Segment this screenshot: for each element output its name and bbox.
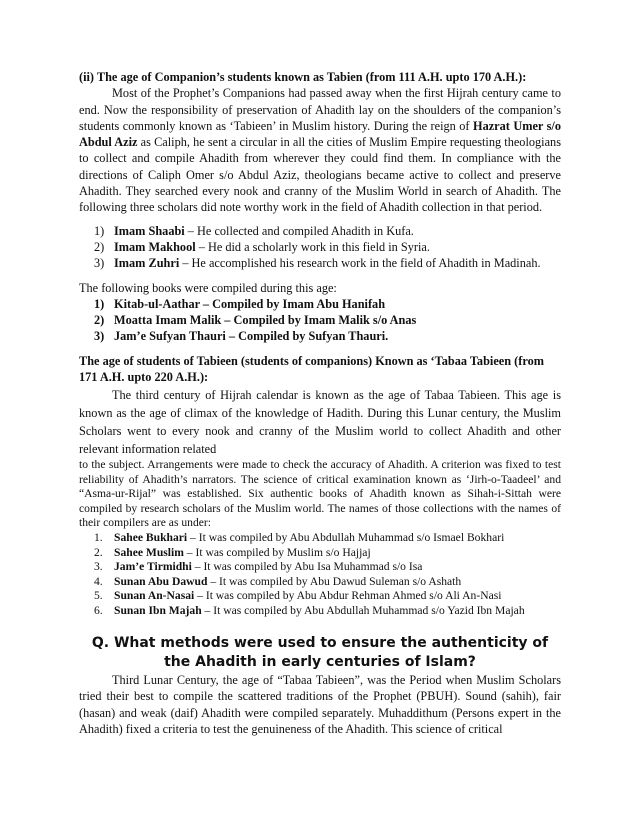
answer-paragraph: Third Lunar Century, the age of “Tabaa Tabieen”, was the Period when Muslim Scholars tried their best to compile the scattered traditions of the Prophet (PBUH). Sound (sahih), fair (hasan) and weak (daif) Ahadith were compiled separately. Muhaddithum (Persons expert in the Ahadith) fixed a criteria to test the genuineness of the Ahadith. This science of critical — [79, 673, 561, 736]
list-item-name: Sahee Muslim — [114, 545, 184, 559]
list-item-text: – It was compiled by Muslim s/o Hajjaj — [183, 545, 371, 559]
list-number: 2. — [94, 545, 103, 559]
list-item-text: Jam’e Sufyan Thauri – Compiled by Sufyan Thauri. — [114, 329, 389, 344]
collection-item — [79, 546, 561, 561]
collections-list — [79, 531, 561, 619]
books-intro: The following books were compiled during this age: — [79, 280, 337, 295]
paragraph-text: Most of the Prophet’s Companions had passed away when the first Hijrah century came to end. Now the responsibility of preservation of Ahadith lay on the shoulders of the companion’s students commonly known as ‘Tabieen’ in Muslim history. During the reign of — [79, 86, 561, 133]
list-number: 2) — [94, 313, 105, 328]
paragraph — [79, 85, 561, 215]
list-number: 1. — [94, 530, 103, 544]
list-number: 3. — [94, 560, 103, 574]
list-item-text: – It was compiled by Abu Isa Muhammad s/o Isa — [191, 560, 423, 574]
collection-item — [79, 560, 561, 575]
list-item-text: – He did a scholarly work in this field in Syria. — [195, 239, 430, 254]
book-item — [79, 328, 561, 344]
paragraph: The third century of Hijrah calendar is known as the age of Tabaa Tabieen. This age is known as the age of climax of the knowledge of Hadith. During this Lunar century, the Muslim Scholars went to every nook and cranny of the Muslim world to collect Ahadith and other relevant information related — [79, 387, 561, 457]
books-list — [79, 296, 561, 345]
list-item-name: Sunan An-Nasai — [114, 589, 195, 603]
section-tabaa-tabieen — [79, 353, 561, 459]
list-item-text: – It was compiled by Abu Abdullah Muhammad s/o Yazid Ibn Majah — [201, 603, 525, 617]
list-number: 2) — [94, 239, 105, 254]
list-number: 4. — [94, 574, 103, 588]
collection-item — [79, 589, 561, 604]
collection-item — [79, 531, 561, 546]
list-number: 3) — [94, 329, 105, 344]
book-item — [79, 312, 561, 328]
list-number: 5. — [94, 589, 103, 603]
answer-block — [79, 672, 561, 737]
list-item-text: – He accomplished his research work in the field of Ahadith in Madinah. — [179, 256, 541, 271]
section-tabaa-tabieen-continued — [79, 458, 561, 619]
list-item-name: Imam Zuhri — [114, 256, 180, 271]
section-heading: The age of students of Tabieen (students of companions) Known as ‘Tabaa Tabieen (from 171 A.H. upto 220 A.H.): — [79, 354, 544, 385]
list-item-name: Sahee Bukhari — [114, 530, 188, 544]
collection-item — [79, 604, 561, 619]
list-number: 6. — [94, 603, 103, 617]
list-item-name: Sunan Ibn Majah — [114, 603, 202, 617]
scholar-item — [79, 239, 561, 255]
scholar-item — [79, 255, 561, 271]
list-item-text: – It was compiled by Abu Dawud Suleman s/o Ashath — [207, 574, 462, 588]
paragraph-text: as Caliph, he sent a circular in all the cities of Muslim Empire requesting theologians to collect and compile Ahadith from wherever they could find them. In compliance with the directions of Caliph Omer s/o Abdul Aziz, theologians became active to collect and preserve Ahadith. They searched every nook and cranny of the Muslim World in search of Ahadith. The following three scholars did note worthy work in the field of Ahadith collection in that period. — [79, 135, 561, 215]
caliph-name: Hazrat Umer s/o Abdul Aziz — [79, 118, 561, 150]
list-item-name: Sunan Abu Dawud — [114, 574, 208, 588]
list-item-text: Moatta Imam Malik – Compiled by Imam Malik s/o Anas — [114, 313, 417, 328]
list-number: 1) — [94, 223, 105, 238]
book-item — [79, 296, 561, 312]
list-item-text: – It was compiled by Abu Abdullah Muhammad s/o Ismael Bokhari — [187, 530, 505, 544]
section-heading: (ii) The age of Companion’s students known as Tabien (from 111 A.H. upto 170 A.H.): — [79, 70, 527, 84]
list-number: 1) — [94, 296, 105, 311]
question-heading: Q. What methods were used to ensure the authenticity of the Ahadith in early centuries of Islam? — [91, 635, 549, 670]
collection-item — [79, 575, 561, 590]
section-tabien — [79, 69, 561, 345]
paragraph: to the subject. Arrangements were made to check the accuracy of Ahadith. A criterion was fixed to test reliability of Ahadith’s narrators. The science of critical examination known as ‘Jirh-o-Taadeel’ and “Asma-ur-Rijal” was established. Six authentic books of Ahadith known as Sihah-i-Sittah were compiled by research scholars of the Muslim world. The names of those collections with the names of their compilers are as under: — [79, 458, 561, 530]
list-number: 3) — [94, 256, 105, 271]
list-item-text: – It was compiled by Abu Abdur Rehman Ahmed s/o Ali An-Nasi — [194, 589, 502, 603]
list-item-text: – He collected and compiled Ahadith in Kufa. — [184, 223, 414, 238]
list-item-text: Kitab-ul-Aathar – Compiled by Imam Abu Hanifah — [114, 296, 386, 311]
scholars-list — [79, 223, 561, 272]
list-item-name: Imam Makhool — [114, 239, 196, 254]
list-item-name: Imam Shaabi — [114, 223, 185, 238]
list-item-name: Jam’e Tirmidhi — [114, 560, 192, 574]
scholar-item — [79, 223, 561, 239]
